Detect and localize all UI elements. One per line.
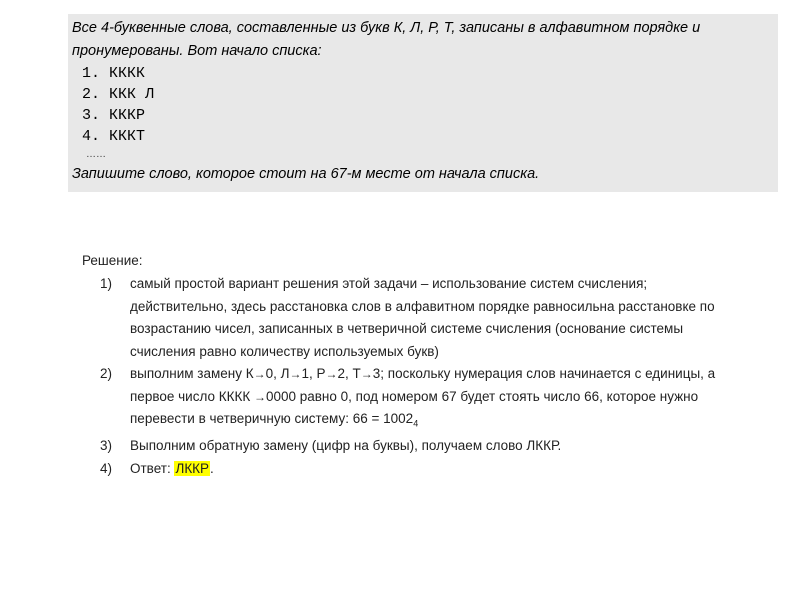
step-number: 2) xyxy=(100,366,113,381)
solution xyxy=(82,250,782,480)
list-item: 2. ККК Л xyxy=(82,86,155,103)
base-subscript: 4 xyxy=(413,418,419,429)
list-item: 3. КККР xyxy=(82,107,146,124)
solution-step-2 xyxy=(82,363,782,435)
task-box xyxy=(68,14,778,192)
list-item: 1. КККК xyxy=(82,65,146,82)
solution-step-3 xyxy=(82,435,782,458)
arrow-icon: → xyxy=(360,367,373,381)
task-question: Запишите слово, которое стоит на 67-м месте от начала списка. xyxy=(72,166,540,182)
answer-label: Ответ: xyxy=(130,460,175,476)
step-text: Ответ: ЛККР. xyxy=(130,460,214,476)
list-ellipsis: …… xyxy=(86,149,106,160)
step-text: выполним замену К→0, Л→1, Р→2, Т→3; поскольку нумерация слов начинается с единицы, а xyxy=(130,366,716,381)
arrow-icon: → xyxy=(253,367,266,381)
arrow-icon: → xyxy=(289,367,302,381)
step-number: 4) xyxy=(100,460,113,476)
step-text: перевести в четверичную систему: $66 = 1002_4$ xyxy=(130,411,419,429)
step-text: первое число КККК →0000 равно 0, под номером 67 будет стоять число 66, которое нужно xyxy=(130,388,699,404)
solution-step-4 xyxy=(82,458,782,481)
step-text: самый простой вариант решения этой задачи – использование систем счисления; xyxy=(130,276,648,291)
step-text: действительно, здесь расстановка слов в алфавитном порядке равносильна расстановке по xyxy=(130,298,715,314)
step-number: 3) xyxy=(100,438,113,454)
step-text: Выполним обратную замену (цифр на буквы), получаем слово ЛККР. xyxy=(130,438,562,454)
step-text: счисления равно количеству используемых букв) xyxy=(130,343,439,359)
list-item: 4. КККТ xyxy=(82,128,146,145)
solution-title: Решение: xyxy=(82,253,143,268)
step-text: возрастанию чисел, записанных в четверичной системе счисления (основание системы xyxy=(130,321,684,336)
solution-step-1 xyxy=(82,273,782,363)
task-text-line-2: пронумерованы. Вот начало списка: xyxy=(72,43,322,59)
answer-highlight: ЛККР xyxy=(175,460,210,476)
step-number: 1) xyxy=(100,276,113,291)
task-text-line-1: Все 4-буквенные слова, составленные из букв К, Л, Р, Т, записаны в алфавитном порядке и xyxy=(72,20,701,36)
arrow-icon: → xyxy=(325,367,338,381)
arrow-icon: → xyxy=(253,389,266,404)
